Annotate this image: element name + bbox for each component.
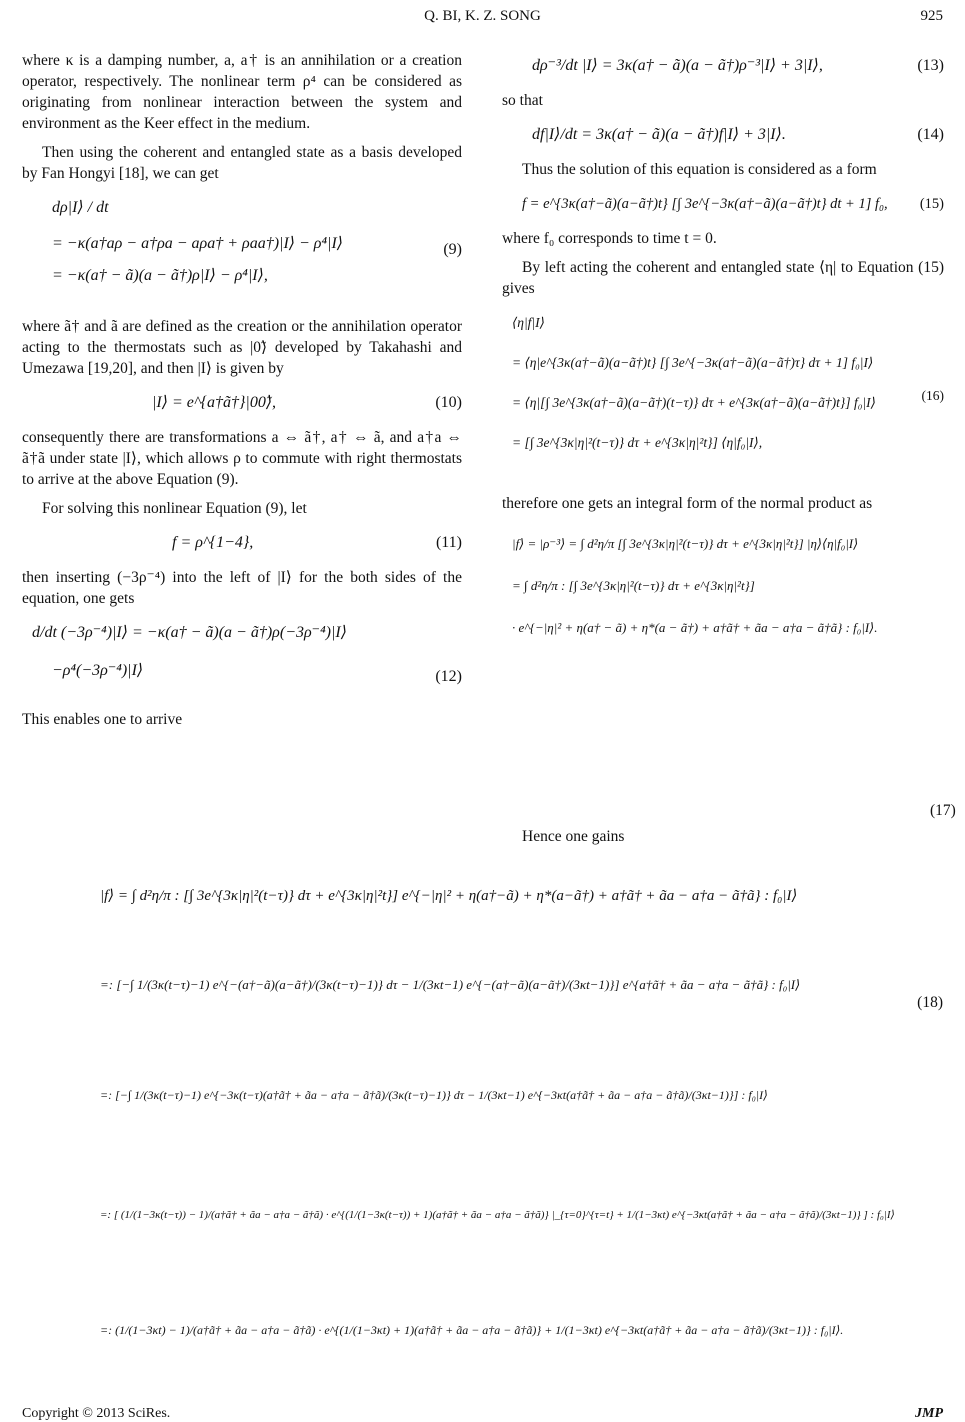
equation-15-body: f = e^{3κ(a†−ã)(a−ã†)t} [∫ 3e^{−3κ(a†−ã)(a−ã†)t} dt + 1] f₀, [522, 196, 888, 212]
paragraph-transformations: consequently there are transformations a ⇔ ã†, a† ⇔ ã, and a†a ⇔ ã†ã under state |I⟩, which allows ρ to commute with right thermostats to arrive at the above Equation (9). [22, 429, 462, 488]
equation-14-number: (14) [917, 126, 944, 143]
equation-11 [22, 527, 462, 559]
equation-18-line-5: =: (1/(1−3κt) − 1)/(a†ã† + ãa − a†a − ã†ã) · e^{(1/(1−3κt) + 1)(a†ã† + ãa − a†a − ã†ã)} + 1/(1−3κt) e^{−3κt(a†ã† + ãa − a†a − ã†ã)/(3κt−1)} : f₀|I⟩. [100, 1323, 844, 1337]
equation-18-line-2: =: [−∫ 1/(3κ(t−τ)−1) e^{−(a†−ã)(a−ã†)/(3κ(t−τ)−1)} dτ − 1/(3κt−1) e^{−(a†−ã)(a−ã†)/(3κt−1)}] e^{a†ã† + ãa − a†a − ã†ã} : f₀|I⟩ [100, 977, 801, 992]
equation-12 [22, 617, 462, 695]
equation-16-line-3: = ⟨η|[∫ 3e^{3κ(a†−ã)(a−ã†)(t−τ)} dτ + e^{3κ(a†−ã)(a−ã†)t}] f₀|I⟩ [512, 395, 876, 410]
equation-18 [100, 862, 965, 1392]
equation-16-line-4: = [∫ 3e^{3κ|η|²(t−τ)} dτ + e^{3κ|η|²t}] ⟨η|f₀|I⟩, [512, 435, 763, 450]
running-head: Q. BI, K. Z. SONG [424, 8, 541, 24]
equation-17-line-1: |f⟩ = |ρ⁻³⟩ = ∫ d²η/π [∫ 3e^{3κ|η|²(t−τ)} dτ + e^{3κ|η|²t}] |η⟩⟨η|f₀|I⟩ [512, 536, 859, 551]
equation-16-line-1: ⟨η|f|I⟩ [512, 315, 545, 330]
equation-16-line-2: = ⟨η|e^{3κ(a†−ã)(a−ã†)t} [∫ 3e^{−3κ(a†−ã)(a−ã†)τ} dτ + 1] f₀|I⟩ [512, 355, 874, 370]
equation-17-line-3: · e^{−|η|² + η(a† − ã) + η*(a − ã†) + a†ã† + ãa − a†a − ã†ã} : f₀|I⟩. [512, 620, 878, 635]
equation-17-line-2: = ∫ d²η/π : [∫ 3e^{3κ|η|²(t−τ)} dτ + e^{3κ|η|²t}] [512, 578, 755, 593]
equation-17-number: (17) [930, 802, 956, 819]
page-number: 925 [920, 8, 943, 24]
equation-15 [502, 188, 944, 220]
paragraph-arrive: This enables one to arrive [22, 711, 183, 728]
equation-16-number: (16) [921, 388, 944, 403]
paragraph-thermostats: where ã† and ã are defined as the creation or the annihilation operator acting to the thermostats such as |0̃⟩ developed by Takahashi and Umezawa [19,20], and then |I⟩ is given by [22, 318, 462, 377]
equation-16 [502, 307, 944, 485]
equation-14-body: df|I⟩/dt = 3κ(a† − ã)(a − ã†)f|I⟩ + 3|I⟩. [532, 126, 786, 143]
paragraph-left-acting: By left acting the coherent and entangled state ⟨η| to Equation (15) gives [502, 259, 944, 297]
copyright-notice: Copyright © 2013 SciRes. [22, 1406, 171, 1421]
journal-name: JMP [915, 1406, 943, 1421]
equation-18-line-3: =: [−∫ 1/(3κ(t−τ)−1) e^{−3κ(t−τ)(a†ã† + ãa − a†a − ã†ã)/(3κ(t−τ)−1)} dτ − 1/(3κt−1) e^{−3κt(a†ã† + ãa − a†a − ã†ã)/(3κt−1)}] : f₀|I⟩ [100, 1088, 768, 1102]
equation-13 [502, 50, 944, 82]
paragraph-f0: where f₀ corresponds to time t = 0. [502, 230, 717, 247]
equation-12-line-2: −ρ⁴(−3ρ⁻⁴)|I⟩ [52, 662, 144, 679]
equation-15-number: (15) [919, 196, 944, 212]
equation-9-line-2: = −κ(a†aρ − a†ρa − aρa† + ρaa†)|I⟩ − ρ⁴|I⟩ [52, 235, 344, 252]
equation-9-line-3: = −κ(a† − ã)(a − ã†)ρ|I⟩ − ρ⁴|I⟩, [52, 267, 268, 284]
equation-12-number: (12) [435, 668, 462, 685]
equation-18-number: (18) [917, 994, 943, 1011]
equation-9-line-1: dρ|I⟩ / dt [52, 199, 109, 216]
equation-11-number: (11) [435, 534, 462, 551]
paragraph-solution-form: Thus the solution of this equation is considered as a form [522, 161, 877, 178]
paragraph-hence: Hence one gains [522, 828, 625, 845]
equation-10 [22, 387, 462, 419]
equation-9 [22, 192, 462, 308]
left-column [22, 50, 462, 738]
paragraph-damping: where κ is a damping number, a, a† is an annihilation or a creation operator, respectively. The nonlinear term ρ⁴ can be considered as originating from nonlinear interaction between the system and environment as the Keer effect in the medium. [22, 52, 462, 132]
equation-9-number: (9) [443, 241, 462, 258]
paragraph-solving: For solving this nonlinear Equation (9), let [42, 500, 307, 517]
equation-17 [502, 522, 944, 654]
equation-13-number: (13) [917, 57, 944, 74]
right-column [502, 50, 944, 662]
equation-13-body: dρ⁻³/dt |I⟩ = 3κ(a† − ã)(a − ã†)ρ⁻³|I⟩ + 3|I⟩, [532, 57, 823, 74]
equation-11-body: f = ρ^{1−4}, [172, 534, 254, 551]
paragraph-inserting: then inserting (−3ρ⁻⁴) into the left of |I⟩ for the both sides of the equation, one gets [22, 569, 462, 607]
paragraph-basis: Then using the coherent and entangled state as a basis developed by Fan Hongyi [18], we can get [22, 144, 462, 182]
equation-14 [502, 119, 944, 151]
equation-12-line-1: d/dt (−3ρ⁻⁴)|I⟩ = −κ(a† − ã)(a − ã†)ρ(−3ρ⁻⁴)|I⟩ [32, 624, 347, 641]
paragraph-integral-form: therefore one gets an integral form of the normal product as [502, 495, 873, 512]
paragraph-so-that: so that [502, 92, 543, 109]
equation-10-body: |I⟩ = e^{a†ã†}|00̃⟩, [152, 394, 277, 411]
equation-18-line-4: =: [ (1/(1−3κ(t−τ)) − 1)/(a†ã† + ãa − a†a − ã†ã) · e^{(1/(1−3κ(t−τ)) + 1)(a†ã† + ãa − a†a − ã†ã)} |_{τ=0}^{τ=t} + 1/(1−3κt) e^{−3κt(a†ã† + ãa − a†a − ã†ã)/(3κt−1)} ] : f₀|I⟩ [100, 1209, 895, 1221]
equation-10-number: (10) [435, 394, 462, 411]
equation-18-line-1: |f⟩ = ∫ d²η/π : [∫ 3e^{3κ|η|²(t−τ)} dτ + e^{3κ|η|²t}] e^{−|η|² + η(a†−ã) + η*(a−ã†) + a†ã† + ãa − a†a − ã†ã} : f₀|I⟩ [100, 888, 798, 904]
